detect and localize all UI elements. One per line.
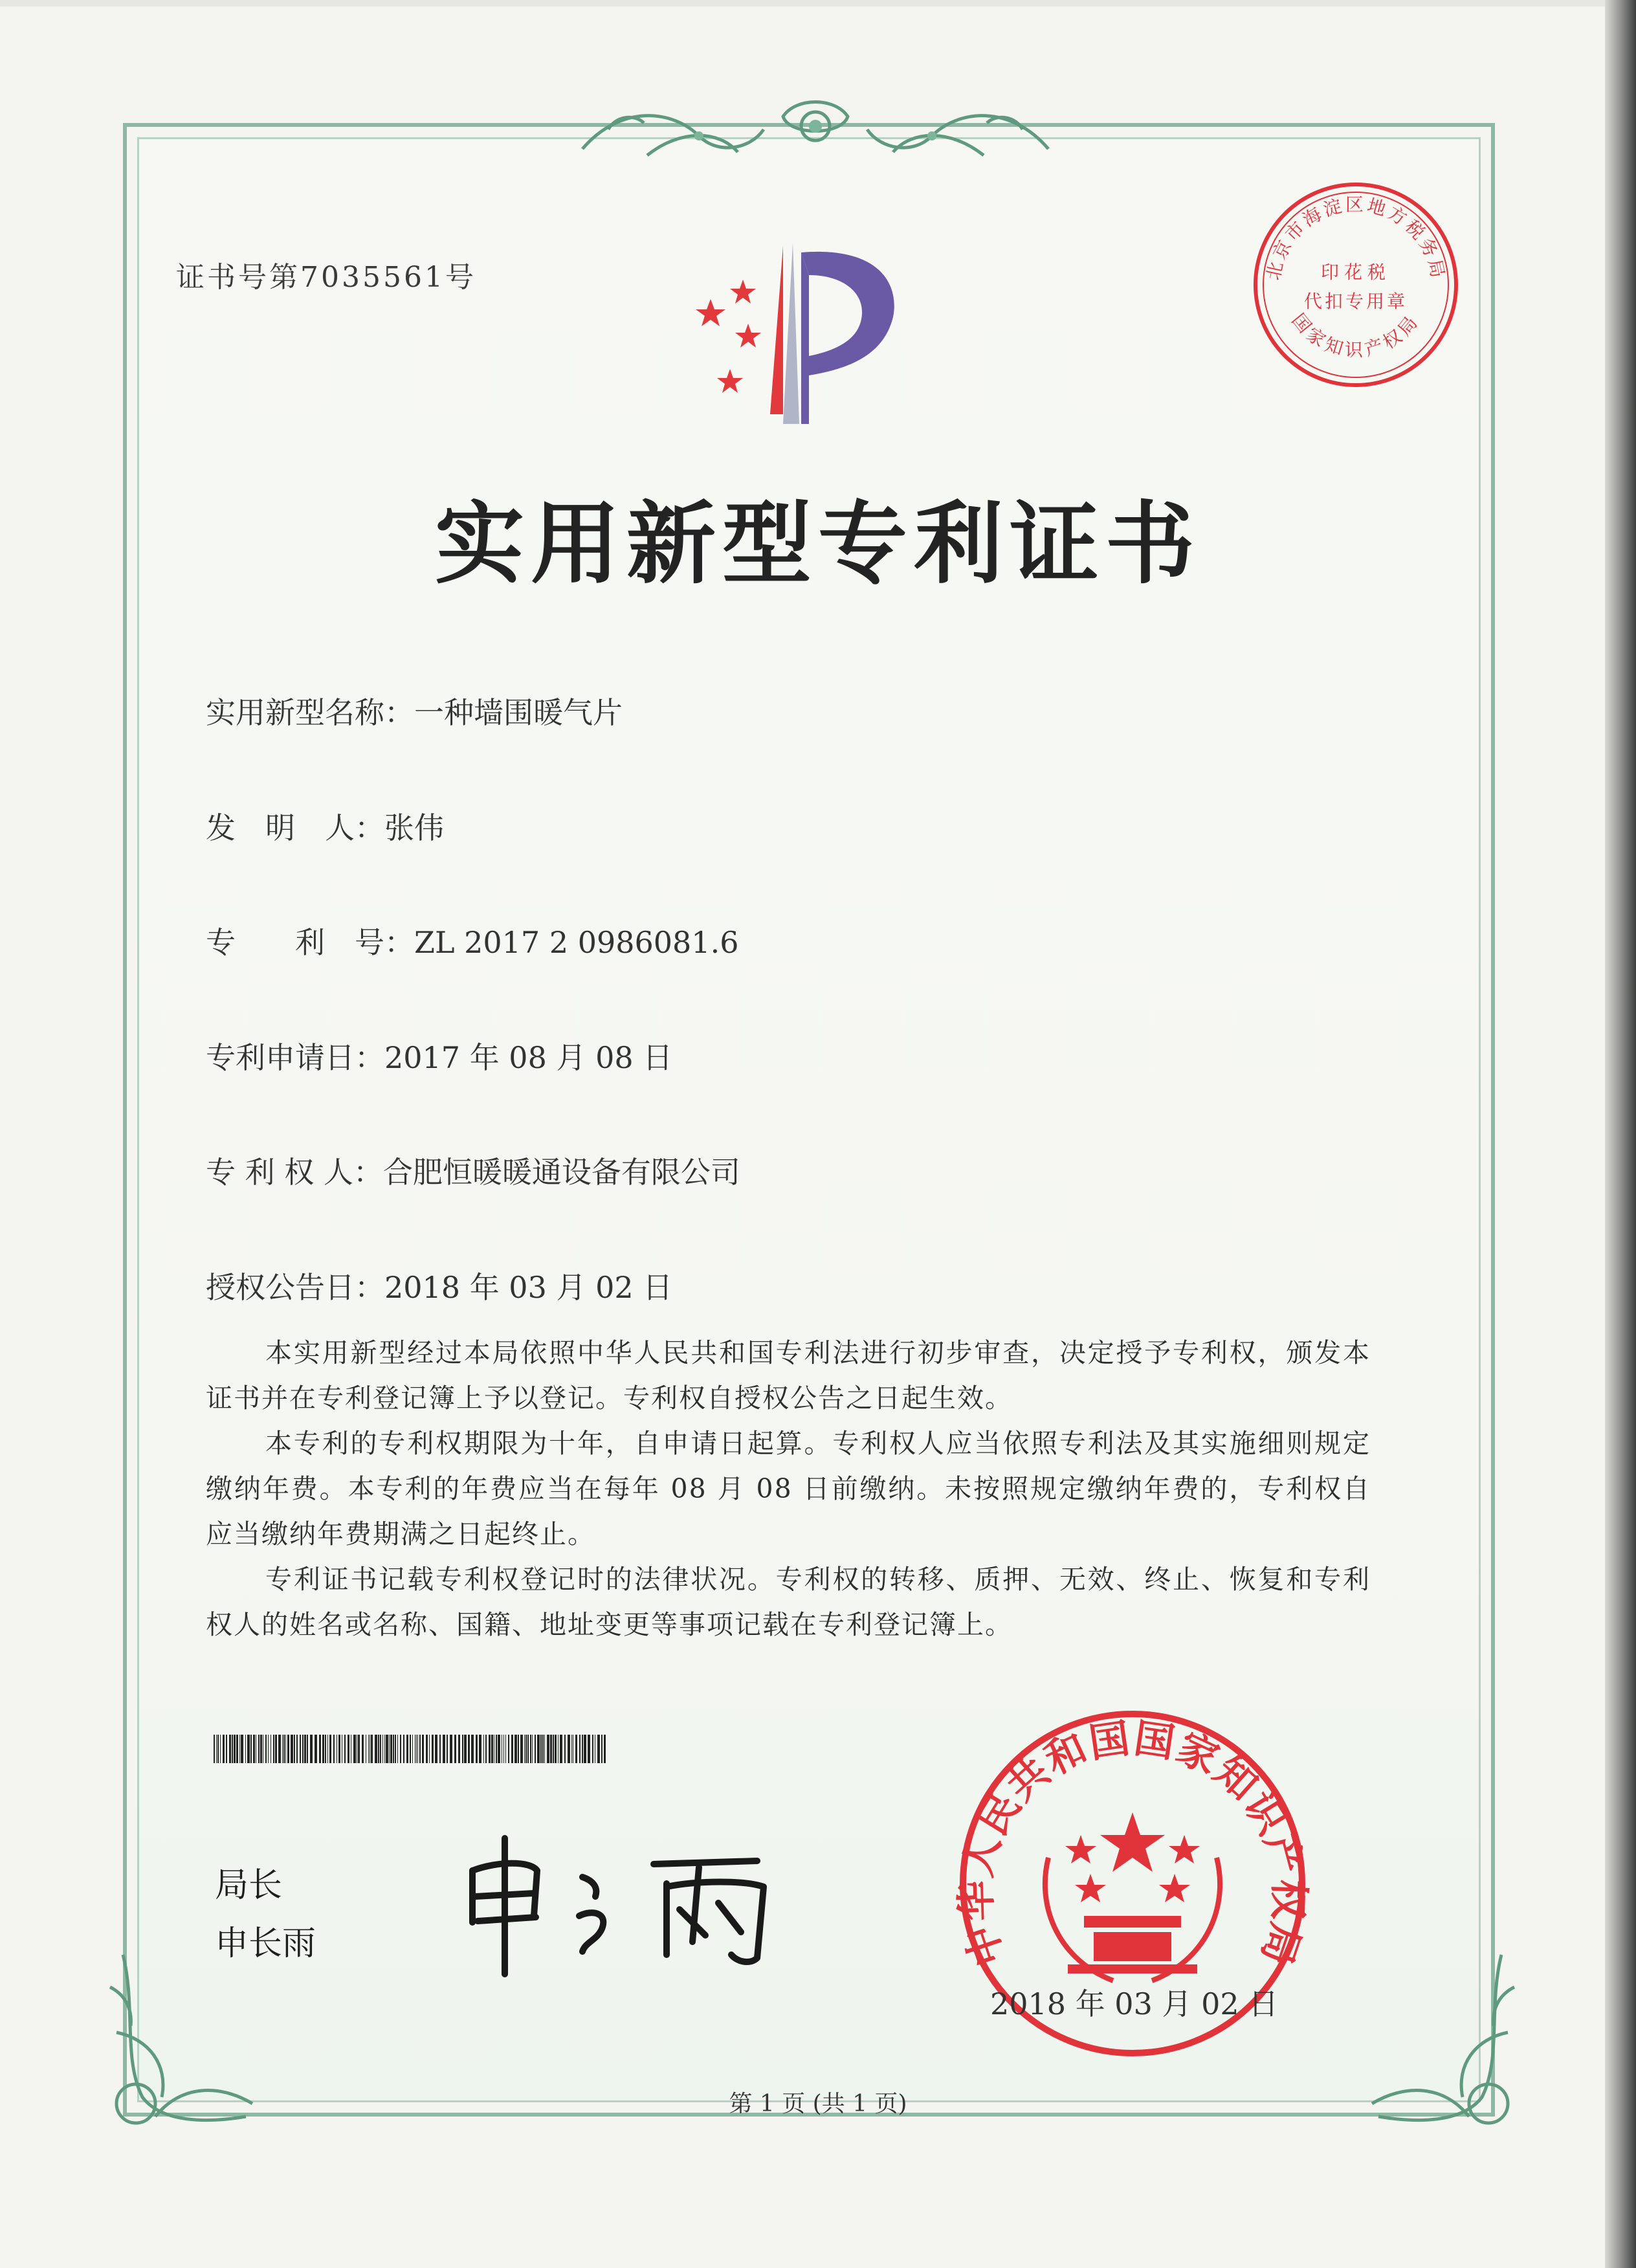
tax-stamp-seal-icon <box>1246 175 1466 395</box>
body-paragraph: 本专利的专利权期限为十年，自申请日起算。专利权人应当依照专利法及其实施细则规定缴纳年费。本专利的年费应当在每年 08 月 08 日前缴纳。未按照规定缴纳年费的，专利权自应当缴纳年费期满之日起终止。 <box>206 1428 1371 1550</box>
certificate-body <box>206 1330 1371 1647</box>
certificate-title: 实用新型专利证书 <box>434 492 1201 596</box>
svg-text:国家知识产权局: 国家知识产权局 <box>1287 309 1424 361</box>
certificate-number: 证书号第7035561号 <box>176 261 476 294</box>
field-label: 专利申请日： <box>206 1040 384 1075</box>
patent-office-logo-icon <box>686 239 945 434</box>
handwritten-signature-icon <box>453 1825 815 1981</box>
field-patent-number <box>206 919 738 962</box>
body-paragraph: 本实用新型经过本局依照中华人民共和国专利法进行初步审查，决定授予专利权，颁发本证书并在专利登记簿上予以登记。专利权自授权公告之日起生效。 <box>206 1337 1371 1414</box>
field-value: ZL 2017 2 0986081.6 <box>414 925 739 960</box>
svg-text:印花税: 印花税 <box>1320 261 1391 283</box>
field-label: 授权公告日： <box>206 1270 384 1305</box>
field-application-date <box>206 1034 672 1077</box>
issue-date: 2018 年 03 月 02 日 <box>990 1986 1279 2021</box>
field-value: 2018 年 03 月 02 日 <box>384 1270 673 1305</box>
field-label: 专 利 号： <box>206 925 414 960</box>
barcode-icon <box>214 1735 608 1763</box>
field-value: 一种墙围暖气片 <box>414 695 623 730</box>
body-paragraph: 专利证书记载专利权登记时的法律状况。专利权的转移、质押、无效、终止、恢复和专利权人的姓名或名称、国籍、地址变更等事项记载在专利登记簿上。 <box>206 1564 1371 1640</box>
director-title: 局长 <box>215 1866 283 1905</box>
field-inventor <box>206 805 444 847</box>
top-ornament-icon <box>569 91 1061 175</box>
field-value: 2017 年 08 月 08 日 <box>384 1040 673 1075</box>
scan-top-edge <box>0 0 1636 6</box>
scan-right-edge <box>1605 0 1636 2268</box>
svg-text:北京市海淀区地方税务局: 北京市海淀区地方税务局 <box>1262 194 1450 282</box>
svg-text:中华人民共和国国家知识产权局: 中华人民共和国国家知识产权局 <box>952 1714 1313 1972</box>
field-value: 合肥恒暖暖通设备有限公司 <box>382 1155 740 1190</box>
field-patentee <box>206 1149 740 1192</box>
svg-text:代扣专用章: 代扣专用章 <box>1303 291 1408 312</box>
field-label: 发 明 人： <box>206 810 384 845</box>
page-number: 第 1 页 (共 1 页) <box>729 2091 907 2117</box>
field-grant-date <box>206 1264 672 1307</box>
field-value: 张伟 <box>384 810 444 845</box>
field-label: 专 利 权 人： <box>206 1155 383 1190</box>
field-label: 实用新型名称： <box>206 695 414 730</box>
field-utility-model-name <box>206 689 623 732</box>
director-name: 申长雨 <box>215 1924 316 1963</box>
